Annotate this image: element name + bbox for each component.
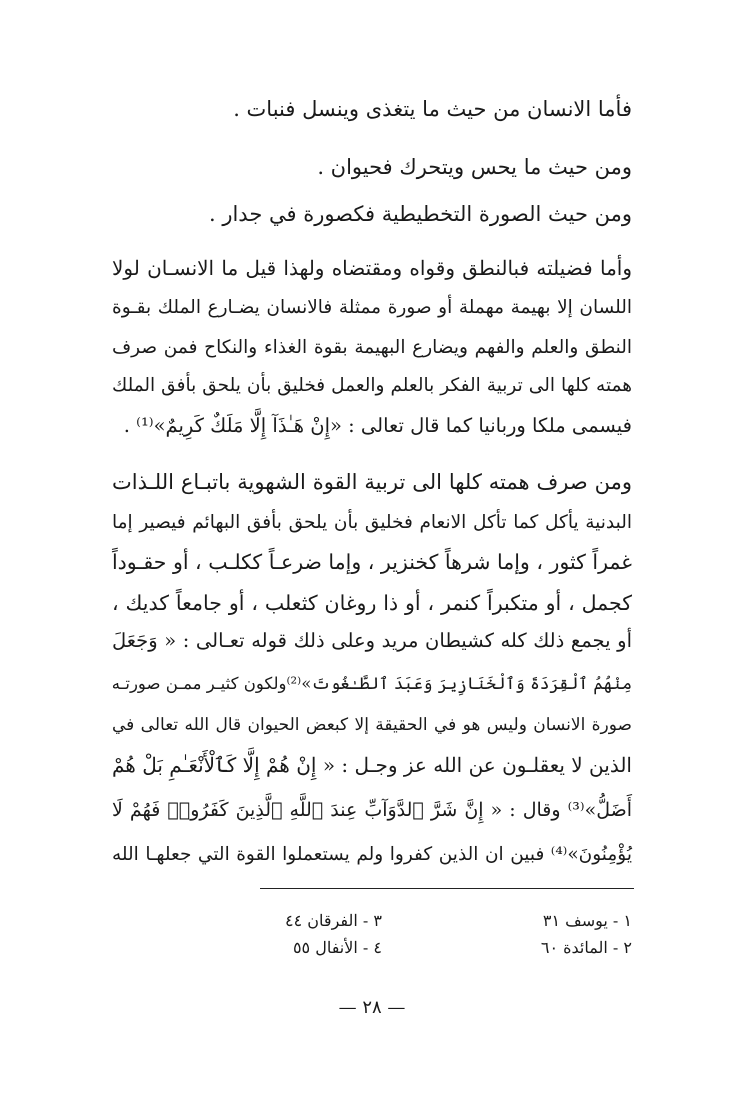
text-line: ومن حيث الصورة التخطيطية فكصورة في جدار .	[208, 202, 632, 226]
text-line: البدنية يأكل كما تأكل الانعام فخليق بأن يلحق بأفق البهائم فيصير إما	[112, 512, 632, 533]
text-line: أو يجمع ذلك كله كشيطان مريد وعلى ذلك قوله تعـالى : « وَجَعَلَ	[112, 629, 632, 652]
text-line: ومن صرف همته كلها الى تربية القوة الشهوية باتبـاع اللـذات	[112, 470, 632, 494]
text-line: صورة الانسان وليس هو في الحقيقة إلا كبعض الحيوان قال الله تعالى في	[112, 715, 632, 735]
text-line: فيسمى ملكا وربانيا كما قال تعالى : «إِنْ هَـٰذَآ إِلَّا مَلَكٌ كَرِيمٌ»⁽¹⁾ .	[123, 414, 632, 437]
footnote: ٢ - المائدة ٦٠	[540, 938, 632, 957]
footnote-divider	[260, 888, 634, 889]
text-line: كجمل ، أو متكبراً كنمر ، أو ذا روغان كثعلب ، أو جامعاً كديك ،	[112, 591, 632, 615]
footnote: ١ - يوسف ٣١	[542, 911, 632, 930]
text-line: النطق والعلم والفهم ويضارع البهيمة بقوة الغذاء والنكاح فمن صرف	[112, 337, 632, 358]
page-number: — ٢٨ —	[338, 997, 406, 1018]
text-line: يُؤْمِنُونَ»⁽⁴⁾ فبين ان الذين كفروا ولم يستعملوا القوة التي جعلهـا الله	[112, 844, 632, 865]
text-line: ومن حيث ما يحس ويتحرك فحيوان .	[317, 155, 632, 179]
text-line: وأما فضيلته فبالنطق وقواه ومقتضاه ولهذا قيل ما الانسـان لولا	[112, 256, 632, 280]
text-line: أَضَلُّ»⁽³⁾ وقال : « إِنَّ شَرَّ ٱلدَّوَآبِّ عِندَ ٱللَّهِ ٱلَّذِينَ كَفَرُوا۟ فَهُمْ لَا	[112, 799, 632, 821]
text-line: مِنْهُمُ ٱلْقِرَدَةَ وَٱلْخَنَازِيرَ وَعَبَدَ ٱلطَّـٰغُوتَ»⁽²⁾ولكون كثيـر ممـن صورتـه	[111, 674, 632, 693]
text-line: غمراً كثور ، وإما شرهاً كخنزير ، وإما ضرعـاً ككلـب ، أو حقـوداً	[111, 550, 632, 574]
text-line: فأما الانسان من حيث ما يتغذى وينسل فنبات .	[233, 97, 632, 121]
footnote: ٤ - الأنفال ٥٥	[292, 938, 382, 957]
text-line: اللسان إلا بهيمة مهملة أو صورة ممثلة فالانسان يضـارع الملك بقـوة	[112, 297, 632, 318]
footnote: ٣ - الفرقان ٤٤	[285, 911, 382, 930]
text-line: الذين لا يعقلـون عن الله عز وجـل : « إِنْ هُمْ إِلَّا كَٱلْأَنْعَـٰمِ بَلْ هُمْ	[112, 753, 632, 777]
text-line: همته كلها الى تربية الفكر بالعلم والعمل فخليق بأن يلحق بأفق الملك	[112, 375, 632, 396]
